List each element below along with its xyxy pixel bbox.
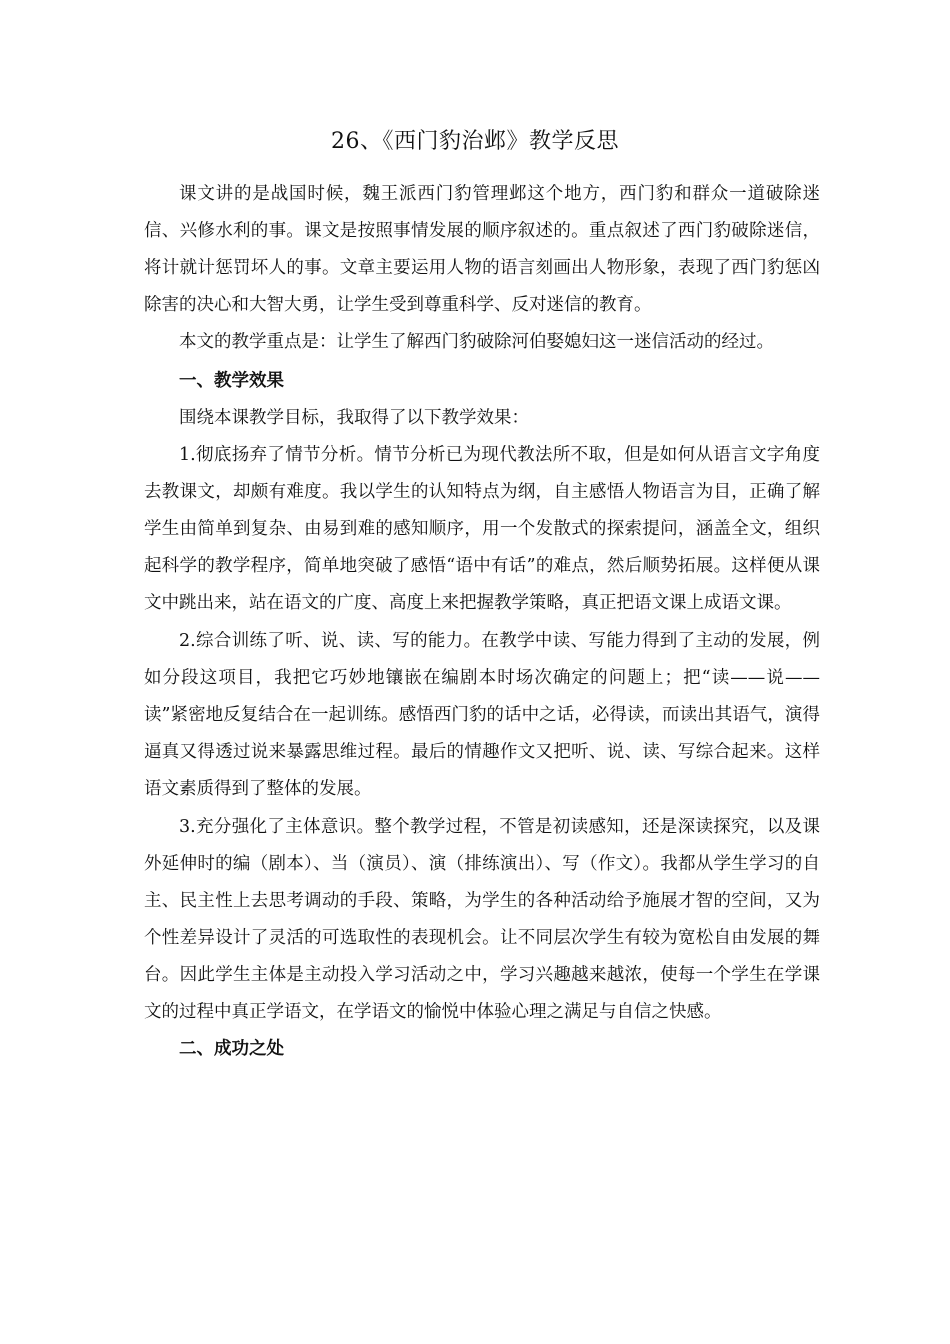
effect-point-3: 3.充分强化了主体意识。整个教学过程，不管是初读感知，还是深读探究，以及课外延伸时的编（剧本）、当（演员）、演（排练演出）、写（作文）。我都从学生学习的自主、民主性上去思考调动的手段、策略，为学生的各种活动给予施展才智的空间，又为个性差异设计了灵活的可选取性的表现机会。让不同层次学生有较为宽松自由发展的舞台。因此学生主体是主动投入学习活动之中，学习兴趣越来越浓，使每一个学生在学课文的过程中真正学语文，在学语文的愉悦中体验心理之满足与自信之快感。 [144,817,820,1022]
section-heading-teaching-effect: 一、教学效果 [179,371,284,391]
effect-point-1: 1.彻底扬弃了情节分析。情节分析已为现代教法所不取，但是如何从语言文字角度去教课文，却颇有难度。我以学生的认知特点为纲，自主感悟人物语言为目，正确了解学生由简单到复杂、由易到难的感知顺序，用一个发散式的探索提问，涵盖全文，组织起科学的教学程序，简单地突破了感悟“语中有话”的难点，然后顺势拓展。这样便从课文中跳出来，站在语文的广度、高度上来把握教学策略，真正把语文课上成语文课。 [144,445,820,613]
intro-paragraph: 课文讲的是战国时候，魏王派西门豹管理邺这个地方，西门豹和群众一道破除迷信、兴修水利的事。课文是按照事情发展的顺序叙述的。重点叙述了西门豹破除迷信，将计就计惩罚坏人的事。文章主要运用人物的语言刻画出人物形象，表现了西门豹惩凶除害的决心和大智大勇，让学生受到尊重科学、反对迷信的教育。 [144,184,820,315]
section-heading-success: 二、成功之处 [179,1039,284,1059]
effect-point-2: 2.综合训练了听、说、读、写的能力。在教学中读、写能力得到了主动的发展，例如分段这项目，我把它巧妙地镶嵌在编剧本时场次确定的问题上；把“读——说——读”紧密地反复结合在一起训练。感悟西门豹的话中之话，必得读，而读出其语气，演得逼真又得透过说来暴露思维过程。最后的情趣作文又把听、说、读、写综合起来。这样语文素质得到了整体的发展。 [144,631,820,799]
teaching-focus-paragraph: 本文的教学重点是：让学生了解西门豹破除河伯娶媳妇这一迷信活动的经过。 [179,332,774,352]
effect-intro-paragraph: 围绕本课教学目标，我取得了以下教学效果： [179,408,529,428]
page-title: 26、《西门豹治邺》教学反思 [331,129,619,154]
document-body [144,176,820,1068]
